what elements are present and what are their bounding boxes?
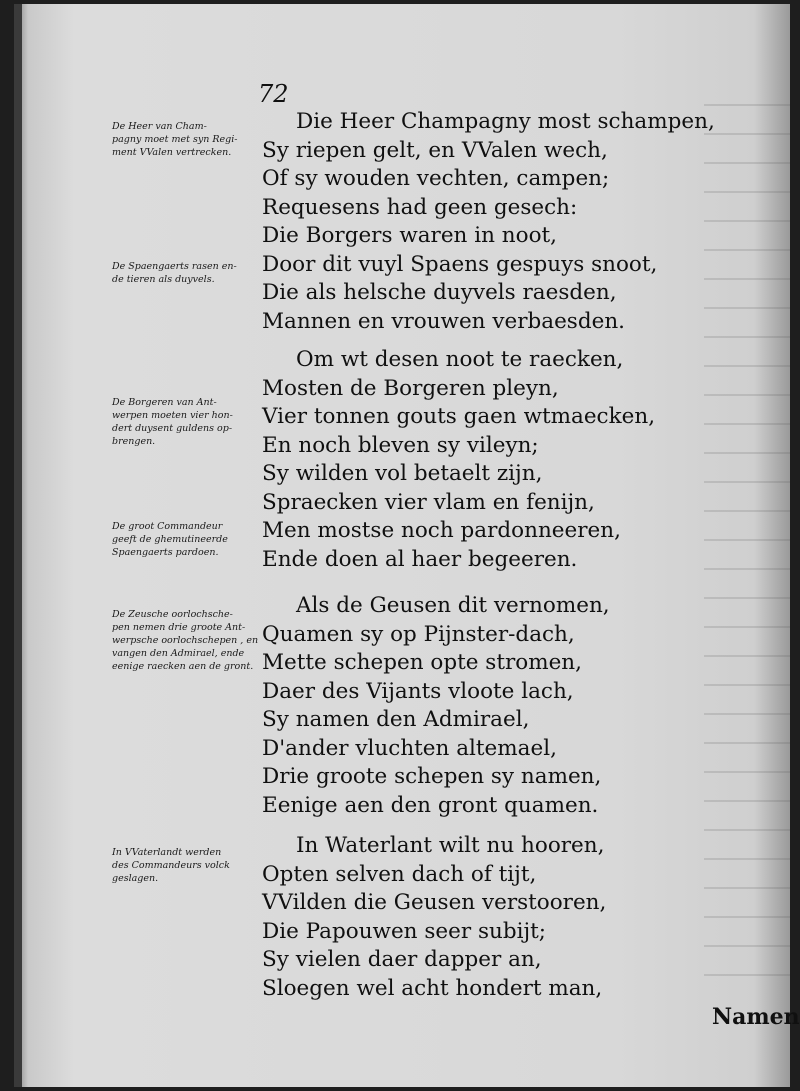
verse-line: D'ander vluchten altemael,: [262, 735, 557, 761]
verse-line: Of sy wouden vechten, campen;: [262, 166, 610, 191]
verse-line: Ende doen al haer begeeren.: [262, 546, 578, 572]
margin-note-line: dert duysent guldens op-: [112, 423, 233, 434]
verse-line: Mosten de Borgeren pleyn,: [262, 375, 559, 401]
verse-line: Men mostse noch pardonneeren,: [262, 518, 621, 543]
verse-line: Sloegen wel acht hondert man,: [262, 975, 603, 1001]
book-spine: [14, 4, 22, 1087]
verse-line: Die Papouwen seer subijt;: [262, 918, 547, 944]
stanza: [262, 346, 655, 574]
margin-note-line: brengen.: [112, 436, 156, 447]
margin-note-line: De groot Commandeur: [112, 521, 223, 532]
catchword: Namen: [712, 1004, 800, 1030]
margin-note-line: De Heer van Cham-: [112, 121, 207, 132]
verse-line: Eenige aen den gront quamen.: [262, 792, 599, 818]
show-through-text: [704, 84, 790, 984]
stanza: [262, 592, 610, 820]
margin-note: [112, 260, 270, 286]
margin-note-line: vangen den Admirael, ende: [112, 648, 245, 659]
verse-line: Die Heer Champagny most schampen,: [296, 109, 715, 134]
margin-note: [112, 396, 270, 448]
verse-line: Daer des Vijants vloote lach,: [262, 678, 574, 704]
book-page: [14, 4, 800, 1087]
margin-note-line: pagny moet met syn Regi-: [112, 134, 238, 145]
margin-note-line: De Zeusche oorlochsche-: [112, 609, 233, 620]
verse-line: Requesens had geen gesech:: [262, 194, 578, 220]
margin-note-line: De Borgeren van Ant-: [112, 397, 217, 408]
verse-line: Mannen en vrouwen verbaesden.: [262, 308, 626, 334]
verse-line: Spraecken vier vlam en fenijn,: [262, 489, 595, 515]
verse-line: Opten selven dach of tijt,: [262, 861, 537, 887]
margin-note-line: Spaengaerts pardoen.: [112, 547, 219, 558]
margin-note: [112, 120, 270, 159]
margin-note: [112, 608, 270, 673]
verse-line: Die als helsche duyvels raesden,: [262, 280, 617, 305]
verse-line: Sy vielen daer dapper an,: [262, 947, 542, 972]
margin-note-line: In VVaterlandt werden: [112, 847, 222, 858]
verse-line: Om wt desen noot te raecken,: [296, 347, 624, 372]
stanza: [262, 832, 606, 1003]
verse-line: Door dit vuyl Spaens gespuys snoot,: [262, 251, 658, 277]
verse-line: Quamen sy op Pijnster-dach,: [262, 621, 575, 647]
margin-note-line: pen nemen drie groote Ant-: [112, 622, 246, 633]
stanza: [262, 108, 715, 336]
margin-note-line: eenige raecken aen de gront.: [112, 661, 254, 672]
verse-line: Vier tonnen gouts gaen wtmaecken,: [262, 404, 656, 429]
verse-line: Drie groote schepen sy namen,: [262, 764, 602, 789]
verse-line: In Waterlant wilt nu hooren,: [296, 833, 605, 858]
page-number: 72: [258, 80, 289, 108]
margin-note-line: des Commandeurs volck: [112, 860, 230, 871]
verse-line: Mette schepen opte stromen,: [262, 650, 582, 675]
margin-note: [112, 846, 270, 885]
margin-note-line: werpsche oorlochschepen , en: [112, 635, 259, 646]
margin-note-line: ment VValen vertrecken.: [112, 147, 232, 158]
verse-line: Als de Geusen dit vernomen,: [296, 593, 610, 618]
verse-line: Sy wilden vol betaelt zijn,: [262, 461, 543, 486]
verse-line: Die Borgers waren in noot,: [262, 223, 557, 248]
margin-note-line: geeft de ghemutineerde: [112, 534, 228, 545]
margin-note: [112, 520, 270, 559]
verse-line: Sy namen den Admirael,: [262, 707, 530, 732]
margin-note-line: de tieren als duyvels.: [112, 274, 215, 285]
verse-line: En noch bleven sy vileyn;: [262, 432, 539, 458]
margin-note-line: geslagen.: [112, 873, 159, 884]
verse-line: VVilden die Geusen verstooren,: [262, 890, 607, 915]
verse-line: Sy riepen gelt, en VValen wech,: [262, 137, 608, 163]
margin-note-line: De Spaengaerts rasen en-: [112, 261, 237, 272]
margin-note-line: werpen moeten vier hon-: [112, 410, 233, 421]
